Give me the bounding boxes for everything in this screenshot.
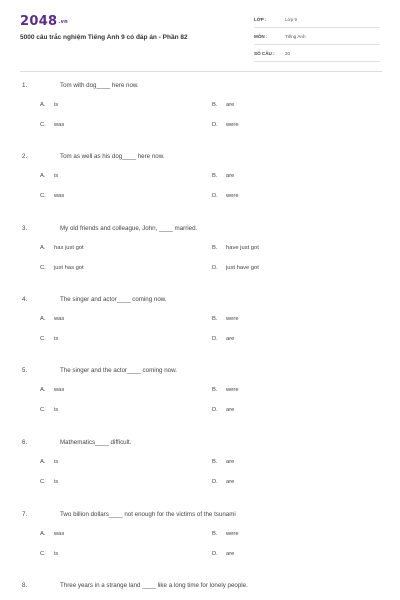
option-c[interactable] [40,122,64,128]
question-number: 7. [22,511,28,518]
option-letter: C. [40,193,46,199]
site-logo[interactable] [20,14,68,29]
option-letter: C. [40,336,46,342]
option-letter: C. [40,265,46,271]
option-letter: D. [212,407,218,413]
option-text: is [54,102,59,108]
header-divider [20,71,382,72]
option-c[interactable] [40,551,58,557]
question-text: The singer and actor____ coming now. [60,296,167,303]
option-a[interactable] [40,459,58,465]
question-number: 3. [22,225,28,232]
option-c[interactable] [40,193,64,199]
option-a[interactable] [40,173,58,179]
question-number: 5. [22,367,28,374]
option-text: was [54,316,65,322]
question-item [0,582,400,598]
option-text: is [54,173,59,179]
option-text: was [54,122,65,128]
option-text: just has got [54,265,84,271]
meta-row-class [254,14,380,28]
option-c[interactable] [40,407,58,413]
logo-suffix: .vn [58,18,69,25]
option-letter: C. [40,122,46,128]
question-text: Three years in a strange land ____ like a long time for lonely people. [60,582,248,589]
meta-value: Tiếng Anh [285,34,306,39]
option-text: is [54,336,59,342]
option-letter: C. [40,551,46,557]
option-a[interactable] [40,387,64,393]
option-b[interactable] [212,387,239,393]
option-c[interactable] [40,479,58,485]
meta-value: Lớp 9 [285,17,297,22]
question-item [0,153,400,223]
option-d[interactable] [212,265,259,271]
option-text: were [226,193,239,199]
option-text: is [54,407,59,413]
option-letter: A. [40,459,46,465]
option-letter: C. [40,407,46,413]
question-number: 4. [22,296,28,303]
question-text: Mathematics____ difficult. [60,439,132,446]
document-title: 5000 câu trắc nghiệm Tiếng Anh 9 có đáp án - Phần 82 [20,34,188,41]
option-a[interactable] [40,316,64,322]
option-letter: B. [212,316,218,322]
meta-label: SỐ CÂU : [254,51,275,56]
option-a[interactable] [40,102,58,108]
meta-label: MÔN : [254,34,268,39]
option-text: were [226,122,239,128]
logo-text: 2048 [20,14,58,29]
option-text: has just got [54,245,84,251]
option-b[interactable] [212,245,259,251]
option-text: are [226,407,235,413]
meta-row-subject [254,31,380,45]
meta-panel [254,14,380,65]
option-text: is [54,459,59,465]
option-text: was [54,193,65,199]
option-letter: A. [40,387,46,393]
question-text: Tom with dog____ here now. [60,82,139,89]
option-text: are [226,102,235,108]
meta-value: 20 [285,51,291,56]
option-b[interactable] [212,531,239,537]
option-b[interactable] [212,102,234,108]
option-c[interactable] [40,336,58,342]
option-text: were [226,531,239,537]
option-letter: B. [212,459,218,465]
option-letter: A. [40,316,46,322]
question-number: 8. [22,582,28,589]
option-text: are [226,479,235,485]
option-letter: A. [40,102,46,108]
option-text: just have got [226,265,259,271]
option-text: have just got [226,245,259,251]
option-b[interactable] [212,173,234,179]
option-letter: D. [212,336,218,342]
question-item [0,367,400,437]
option-a[interactable] [40,531,64,537]
option-text: was [54,531,65,537]
question-item [0,296,400,366]
option-letter: A. [40,173,46,179]
option-letter: A. [40,531,46,537]
option-letter: B. [212,245,218,251]
question-number: 2. [22,153,28,160]
option-text: are [226,459,235,465]
question-item [0,225,400,295]
option-text: are [226,336,235,342]
question-number: 6. [22,439,28,446]
option-letter: D. [212,551,218,557]
question-item [0,82,400,152]
option-d[interactable] [212,336,234,342]
option-letter: B. [212,102,218,108]
question-number: 1. [22,82,28,89]
option-b[interactable] [212,459,234,465]
option-letter: C. [40,479,46,485]
option-letter: B. [212,387,218,393]
option-text: were [226,316,239,322]
option-c[interactable] [40,265,84,271]
question-item [0,439,400,509]
document-header [0,0,400,72]
option-b[interactable] [212,316,239,322]
question-text: My old friends and colleague, John, ____ married. [60,225,198,232]
option-text: are [226,173,235,179]
question-item [0,511,400,581]
option-d[interactable] [212,479,234,485]
option-letter: B. [212,173,218,179]
option-text: is [54,479,59,485]
meta-row-count [254,48,380,62]
option-letter: D. [212,193,218,199]
question-text: Tom as well as his dog____ here now. [60,153,165,160]
option-d[interactable] [212,122,239,128]
option-text: are [226,551,235,557]
option-letter: D. [212,122,218,128]
option-letter: D. [212,479,218,485]
option-letter: A. [40,245,46,251]
option-d[interactable] [212,407,234,413]
meta-label: LỚP : [254,17,267,22]
option-text: was [54,387,65,393]
option-text: is [54,551,59,557]
option-d[interactable] [212,193,239,199]
question-text: The singer and the actor____ coming now. [60,367,177,374]
option-d[interactable] [212,551,234,557]
option-letter: B. [212,531,218,537]
option-text: were [226,387,239,393]
option-a[interactable] [40,245,84,251]
question-text: Two billion dollars____ not enough for the victims of the tsunami [60,511,236,518]
option-letter: D. [212,265,218,271]
